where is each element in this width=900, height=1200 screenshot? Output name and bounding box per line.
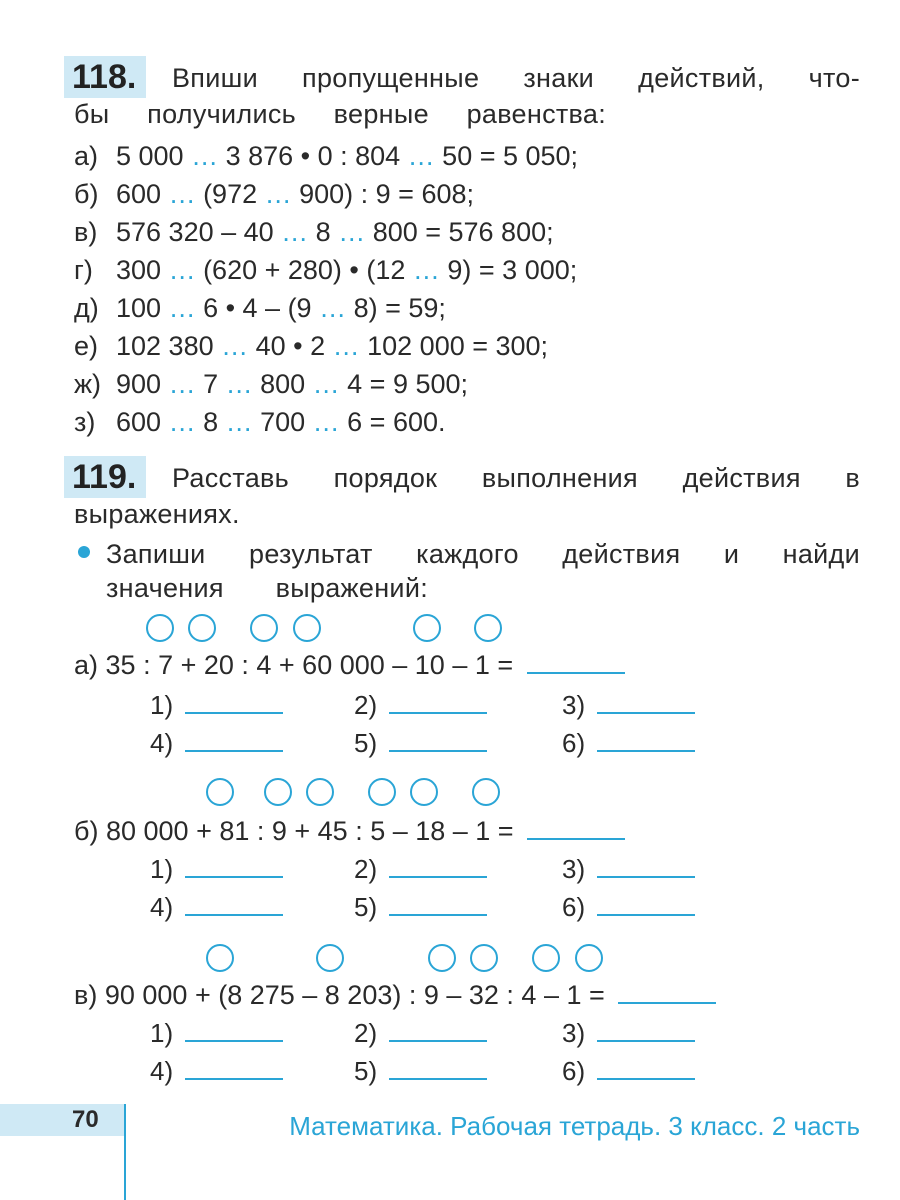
item-label: в) [74,217,98,247]
equation-text: 3 876 • 0 : 804 [218,141,408,171]
equation-text: 300 [116,255,169,285]
order-circle[interactable] [474,614,502,642]
equation-text: 4 = 9 500; [339,369,469,399]
step-a4 [150,726,283,759]
answer-blank-c[interactable] [618,978,716,1004]
item-label: е) [74,331,99,361]
step-blank[interactable] [597,688,695,714]
step-label: 1) [150,1018,174,1048]
task-119-instruction-line1: Запиши результат каждого действия и найди [106,539,860,569]
step-b5 [354,890,487,923]
missing-sign-slot[interactable]: … [221,331,249,361]
step-label: 1) [150,690,174,720]
order-circle[interactable] [306,778,334,806]
task-118-item [74,368,468,400]
step-blank[interactable] [389,1016,487,1042]
step-label: 4) [150,728,174,758]
task-119-instruction-line2: значения выражений: [106,573,428,603]
step-blank[interactable] [185,726,283,752]
step-blank[interactable] [597,1016,695,1042]
step-a2 [354,688,487,721]
equation-text: 8 [195,407,226,437]
step-b3 [562,852,695,885]
order-circle[interactable] [206,944,234,972]
missing-sign-slot[interactable]: … [338,217,366,247]
task-118-item [74,178,474,210]
expression-b [74,814,625,847]
order-circle[interactable] [428,944,456,972]
step-blank[interactable] [185,688,283,714]
step-label: 6) [562,1056,586,1086]
task-118-item [74,330,548,362]
step-a3 [562,688,695,721]
missing-sign-slot[interactable]: … [225,369,253,399]
order-circle[interactable] [316,944,344,972]
expression-a-text: 35 : 7 + 20 : 4 + 60 000 – 10 – 1 = [105,650,514,680]
order-circle[interactable] [410,778,438,806]
step-label: 3) [562,1018,586,1048]
step-blank[interactable] [185,1054,283,1080]
step-label: 1) [150,854,174,884]
order-circle[interactable] [472,778,500,806]
step-blank[interactable] [389,688,487,714]
missing-sign-slot[interactable]: … [319,293,347,323]
order-circle[interactable] [470,944,498,972]
task-118-item [74,406,446,438]
missing-sign-slot[interactable]: … [407,141,435,171]
equation-text: 576 320 – 40 [116,217,282,247]
equation-text: 102 380 [116,331,222,361]
expression-a-label: а) [74,650,99,680]
item-label: з) [74,407,96,437]
step-blank[interactable] [597,1054,695,1080]
step-label: 5) [354,892,378,922]
step-blank[interactable] [389,890,487,916]
order-circle[interactable] [368,778,396,806]
order-circle[interactable] [250,614,278,642]
step-b6 [562,890,695,923]
order-circle[interactable] [264,778,292,806]
task-118-item [74,254,577,286]
step-label: 2) [354,1018,378,1048]
step-c5 [354,1054,487,1087]
order-circle[interactable] [188,614,216,642]
order-circle[interactable] [206,778,234,806]
missing-sign-slot[interactable]: … [281,217,309,247]
step-a1 [150,688,283,721]
step-label: 5) [354,728,378,758]
equation-text: 100 [116,293,169,323]
task-118-item [74,292,446,324]
order-circle[interactable] [413,614,441,642]
equation-text: 102 000 = 300; [359,331,549,361]
step-label: 6) [562,728,586,758]
step-b1 [150,852,283,885]
step-c1 [150,1016,283,1049]
task-119-number: 119. [64,456,146,498]
step-label: 5) [354,1056,378,1086]
order-circle[interactable] [293,614,321,642]
order-circle[interactable] [146,614,174,642]
missing-sign-slot[interactable]: … [168,255,196,285]
step-blank[interactable] [597,890,695,916]
equation-text: (972 [195,179,265,209]
step-c3 [562,1016,695,1049]
step-c2 [354,1016,487,1049]
missing-sign-slot[interactable]: … [225,407,253,437]
step-b4 [150,890,283,923]
equation-text: (620 + 280) • (12 [195,255,413,285]
step-blank[interactable] [389,726,487,752]
step-blank[interactable] [185,852,283,878]
missing-sign-slot[interactable]: … [312,369,340,399]
equation-text: 8) = 59; [346,293,446,323]
missing-sign-slot[interactable]: … [168,369,196,399]
step-blank[interactable] [185,1016,283,1042]
order-circle[interactable] [575,944,603,972]
answer-blank-b[interactable] [527,814,625,840]
expression-c-text: 90 000 + (8 275 – 8 203) : 9 – 32 : 4 – 1 = [104,980,605,1010]
missing-sign-slot[interactable]: … [168,293,196,323]
answer-blank-a[interactable] [527,648,625,674]
step-blank[interactable] [597,726,695,752]
step-blank[interactable] [597,852,695,878]
task-119-text-line1: Расставь порядок выполнения действия в [172,463,860,493]
item-label: ж) [74,369,102,399]
task-119-text-line2: выражениях. [74,499,240,529]
expression-c [74,978,716,1011]
task-118-item [74,140,578,172]
missing-sign-slot[interactable]: … [264,179,292,209]
task-118-number: 118. [64,56,146,98]
expression-b-text: 80 000 + 81 : 9 + 45 : 5 – 18 – 1 = [105,816,514,846]
step-label: 6) [562,892,586,922]
step-a6 [562,726,695,759]
margin-rule [124,1104,126,1200]
task-118-text-line1: Впиши пропущенные знаки действий, что- [172,63,860,93]
equation-text: 600 [116,179,169,209]
equation-text: 800 [252,369,313,399]
missing-sign-slot[interactable]: … [168,407,196,437]
order-circle[interactable] [532,944,560,972]
equation-text: 7 [195,369,226,399]
equation-text: 40 • 2 [248,331,333,361]
book-title: Математика. Рабочая тетрадь. 3 класс. 2 часть [289,1111,860,1141]
item-label: д) [74,293,99,323]
step-a5 [354,726,487,759]
equation-text: 9) = 3 000; [439,255,578,285]
item-label: б) [74,179,99,209]
step-blank[interactable] [389,852,487,878]
equation-text: 50 = 5 050; [434,141,579,171]
bullet-icon [78,546,90,558]
step-label: 4) [150,892,174,922]
missing-sign-slot[interactable]: … [191,141,219,171]
equation-text: 6 • 4 – (9 [195,293,320,323]
step-c4 [150,1054,283,1087]
step-b2 [354,852,487,885]
step-blank[interactable] [389,1054,487,1080]
step-label: 3) [562,854,586,884]
step-blank[interactable] [185,890,283,916]
equation-text: 900 [116,369,169,399]
item-label: г) [74,255,93,285]
equation-text: 8 [308,217,339,247]
expression-c-label: в) [74,980,98,1010]
equation-text: 900) : 9 = 608; [291,179,474,209]
item-label: а) [74,141,99,171]
missing-sign-slot[interactable]: … [332,331,360,361]
missing-sign-slot[interactable]: … [168,179,196,209]
equation-text: 600 [116,407,169,437]
step-label: 2) [354,690,378,720]
missing-sign-slot[interactable]: … [412,255,440,285]
task-118-text-line2: бы получились верные равенства: [74,99,606,129]
task-118-item [74,216,554,248]
equation-text: 700 [252,407,313,437]
step-c6 [562,1054,695,1087]
equation-text: 6 = 600. [339,407,446,437]
step-label: 3) [562,690,586,720]
expression-a [74,648,625,681]
missing-sign-slot[interactable]: … [312,407,340,437]
step-label: 2) [354,854,378,884]
expression-b-label: б) [74,816,99,846]
equation-text: 5 000 [116,141,192,171]
equation-text: 800 = 576 800; [365,217,554,247]
step-label: 4) [150,1056,174,1086]
page-number-tab [0,1104,125,1136]
page-number: 70 [72,1106,99,1133]
